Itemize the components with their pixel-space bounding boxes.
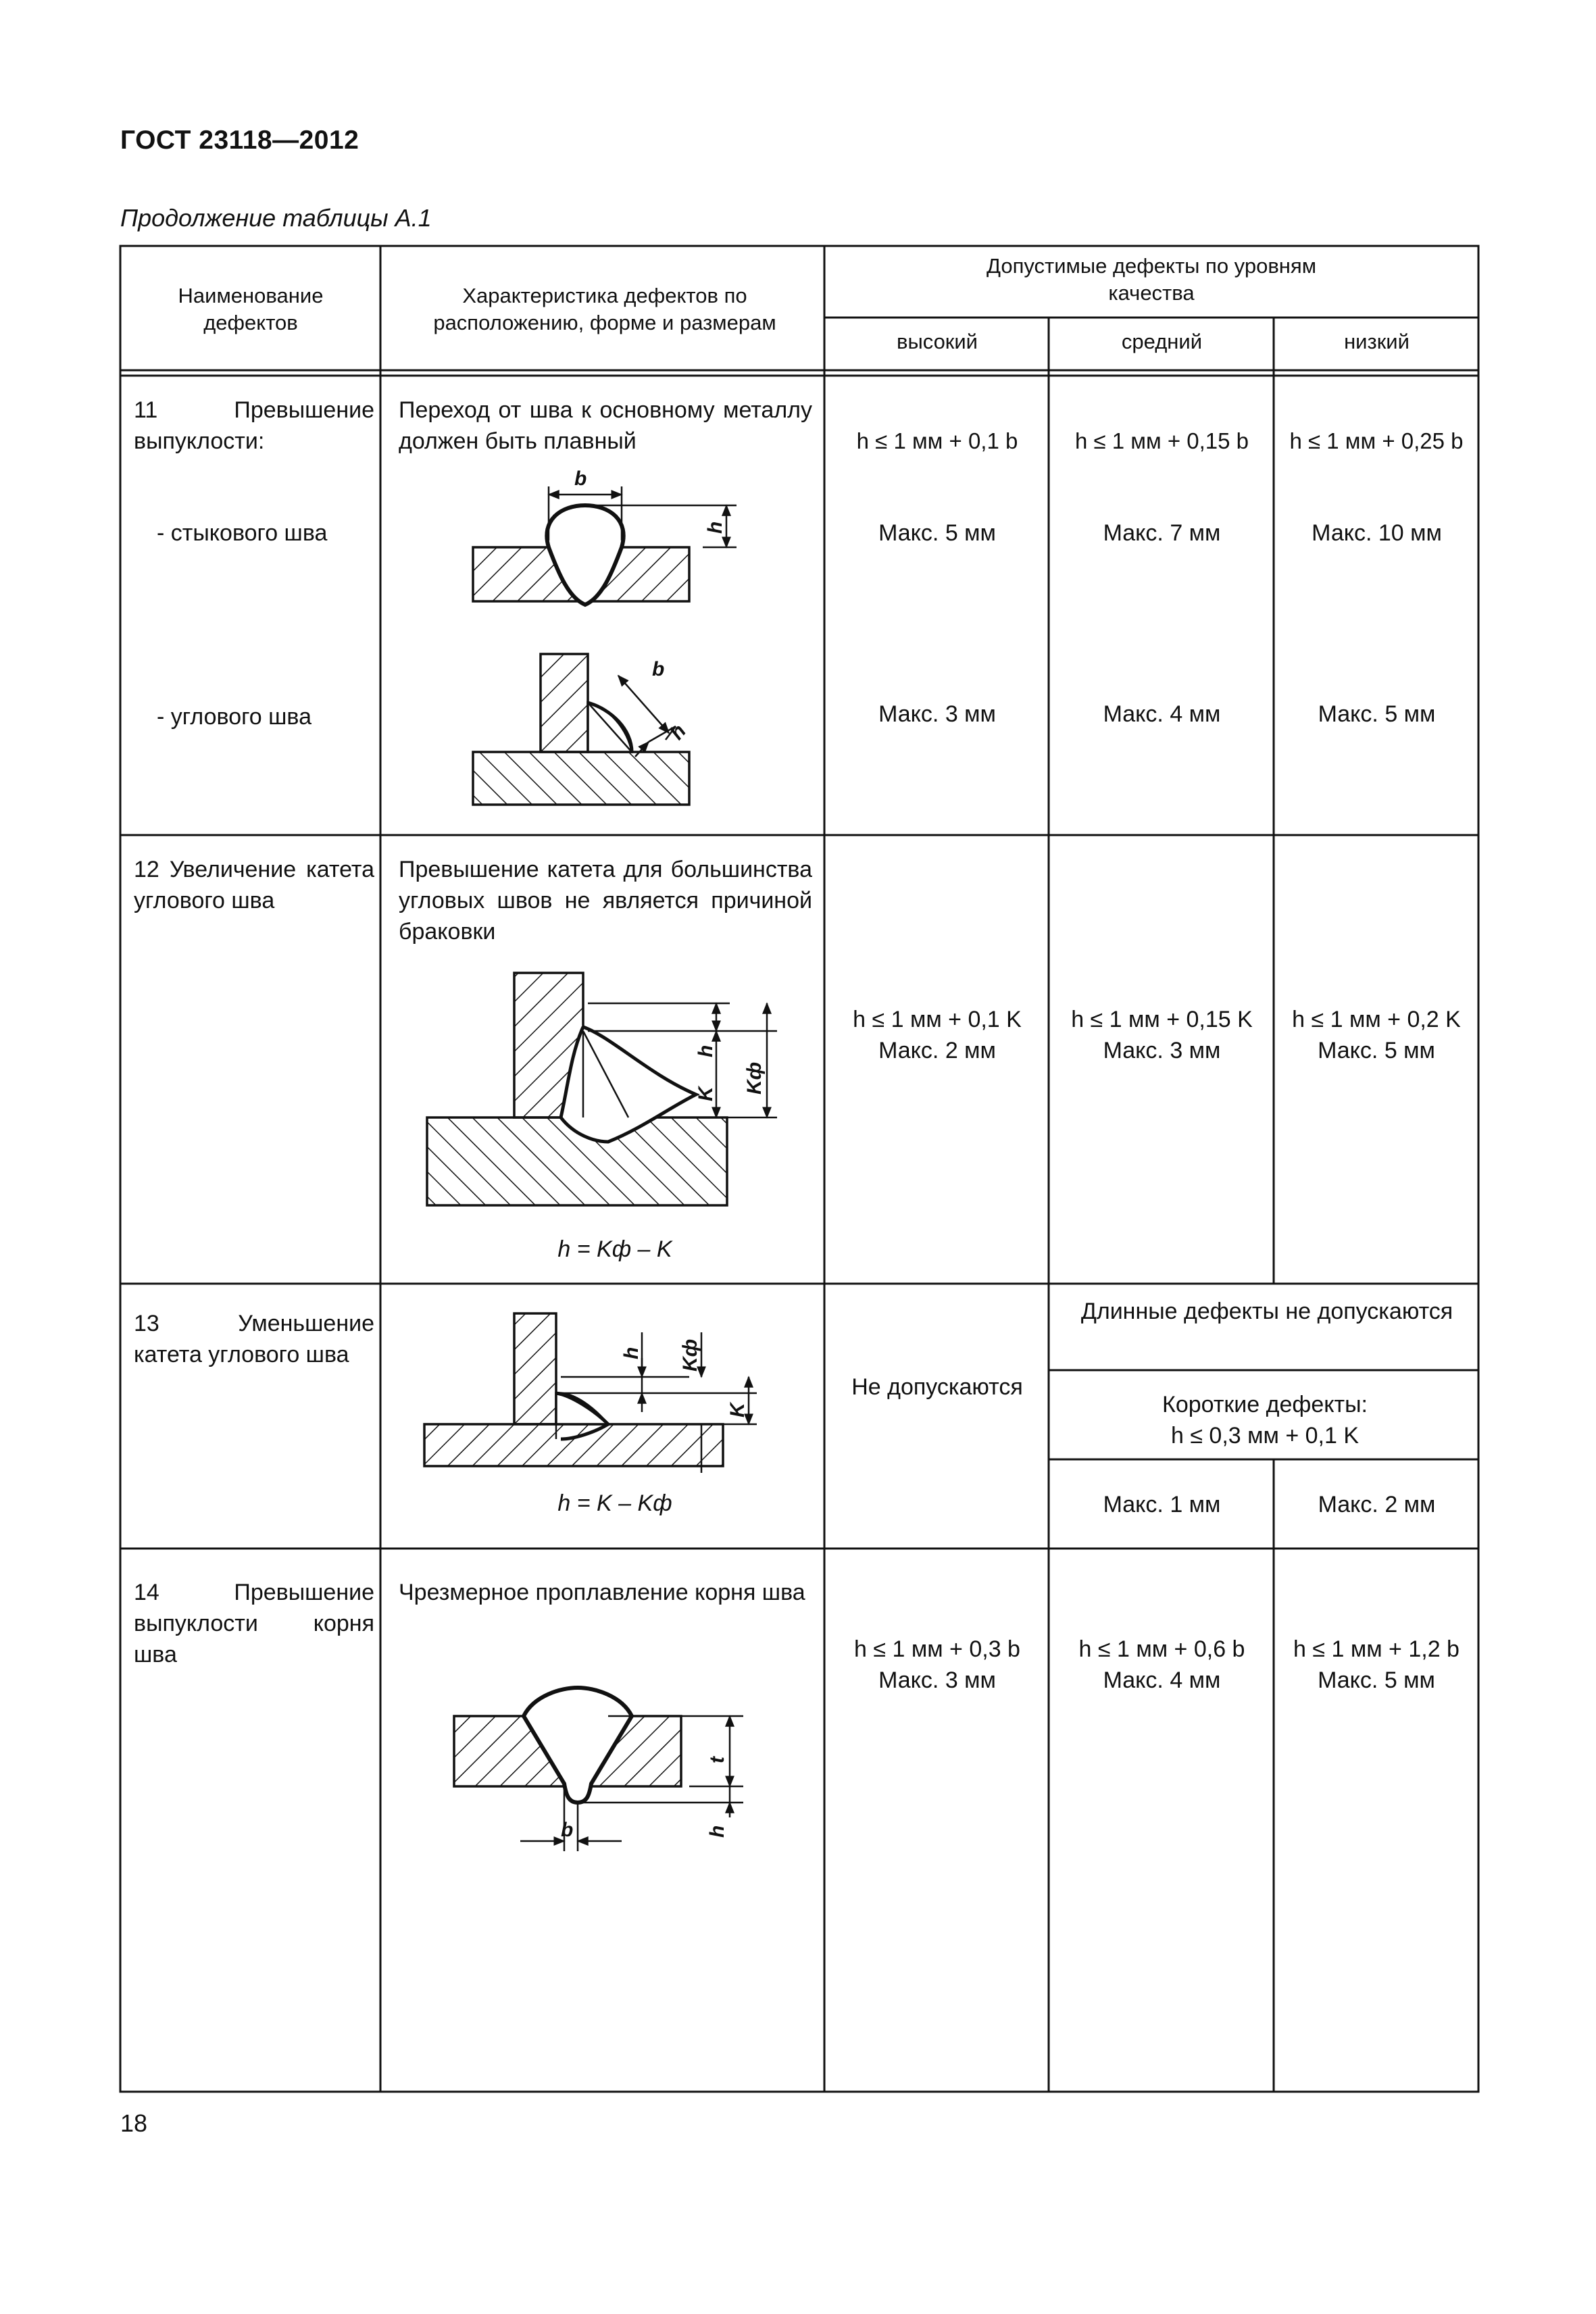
row-11-medium-formula: h ≤ 1 мм + 0,15 b — [1074, 428, 1249, 453]
row-13-name: 13 Уменьшение катета углового шва — [134, 1311, 374, 1367]
label-h: h — [704, 521, 726, 534]
row-12-formula-caption: h = Kф – K — [557, 1236, 672, 1262]
col-header-characteristic: Характеристика дефектов по расположению, форме и размерам — [433, 284, 776, 334]
label-h: h — [695, 1045, 717, 1057]
label-h: h — [620, 1347, 643, 1359]
fillet-leg-reduction-diagram — [424, 1313, 757, 1473]
row-14-name: 14 Превышение выпуклости корня шва — [134, 1580, 374, 1667]
row-11-name: 11 Превышение выпуклости: — [134, 397, 374, 454]
table-caption: Продолжение таблицы А.1 — [120, 204, 432, 232]
row-13-long-defects: Длинные дефекты не допускаются — [1080, 1299, 1453, 1324]
row-14-medium: h ≤ 1 мм + 0,6 b Макс. 4 мм — [1078, 1636, 1245, 1693]
row-11-fillet-high: Макс. 3 мм — [878, 701, 996, 727]
level-medium: средний — [1121, 330, 1203, 353]
row-11-butt-medium: Макс. 7 мм — [1103, 520, 1221, 546]
col-header-allowed: Допустимые дефекты по уровням качества — [986, 254, 1317, 305]
label-kf: Kф — [679, 1338, 701, 1372]
row-11-butt-low: Макс. 10 мм — [1312, 520, 1442, 546]
page-number: 18 — [120, 2109, 148, 2137]
row-14-low: h ≤ 1 мм + 1,2 b Макс. 5 мм — [1293, 1636, 1460, 1693]
level-low: низкий — [1344, 330, 1410, 353]
root-convexity-diagram — [454, 1688, 743, 1851]
label-t: t — [706, 1757, 728, 1763]
standard-code: ГОСТ 23118—2012 — [120, 126, 359, 155]
label-kf: Kф — [743, 1061, 766, 1095]
row-11-butt-name: - стыкового шва — [157, 520, 328, 546]
row-12-high: h ≤ 1 мм + 0,1 K Макс. 2 мм — [853, 1007, 1022, 1063]
row-13-low: Макс. 2 мм — [1318, 1492, 1436, 1517]
level-high: высокий — [896, 330, 978, 353]
row-11-fillet-low: Макс. 5 мм — [1318, 701, 1436, 727]
row-11-low-formula: h ≤ 1 мм + 0,25 b — [1289, 428, 1464, 453]
label-h: h — [666, 720, 691, 745]
label-b: b — [574, 468, 587, 490]
butt-weld-diagram — [473, 486, 737, 605]
row-11-description: Переход от шва к основному металлу должен быть плавный — [399, 397, 812, 454]
row-13-medium: Макс. 1 мм — [1103, 1492, 1221, 1517]
fillet-leg-increase-diagram — [427, 973, 777, 1205]
label-b: b — [652, 658, 665, 680]
row-14-description: Чрезмерное проплавление корня шва — [399, 1580, 805, 1605]
row-12-description: Превышение катета для большинства угловых швов не является причиной браковки — [399, 857, 812, 945]
row-12-medium: h ≤ 1 мм + 0,15 K Макс. 3 мм — [1071, 1007, 1253, 1063]
label-k: K — [695, 1086, 717, 1101]
label-k: K — [726, 1403, 749, 1417]
row-12-low: h ≤ 1 мм + 0,2 K Макс. 5 мм — [1292, 1007, 1461, 1063]
col-header-name: Наименование дефектов — [178, 284, 324, 334]
row-13-short-defects: Короткие дефекты: h ≤ 0,3 мм + 0,1 K — [1162, 1392, 1368, 1449]
row-11-high-formula: h ≤ 1 мм + 0,1 b — [856, 428, 1018, 453]
row-14-high: h ≤ 1 мм + 0,3 b Макс. 3 мм — [854, 1636, 1020, 1693]
row-11-fillet-name: - углового шва — [157, 704, 312, 730]
row-13-formula-caption: h = K – Kф — [557, 1490, 672, 1516]
label-h: h — [706, 1825, 728, 1838]
row-13-high: Не допускаются — [851, 1374, 1023, 1400]
row-12-name: 12 Увеличение катета углового шва — [134, 857, 374, 913]
row-11-fillet-medium: Макс. 4 мм — [1103, 701, 1221, 727]
label-b: b — [561, 1819, 574, 1841]
row-11-butt-high: Макс. 5 мм — [878, 520, 996, 546]
